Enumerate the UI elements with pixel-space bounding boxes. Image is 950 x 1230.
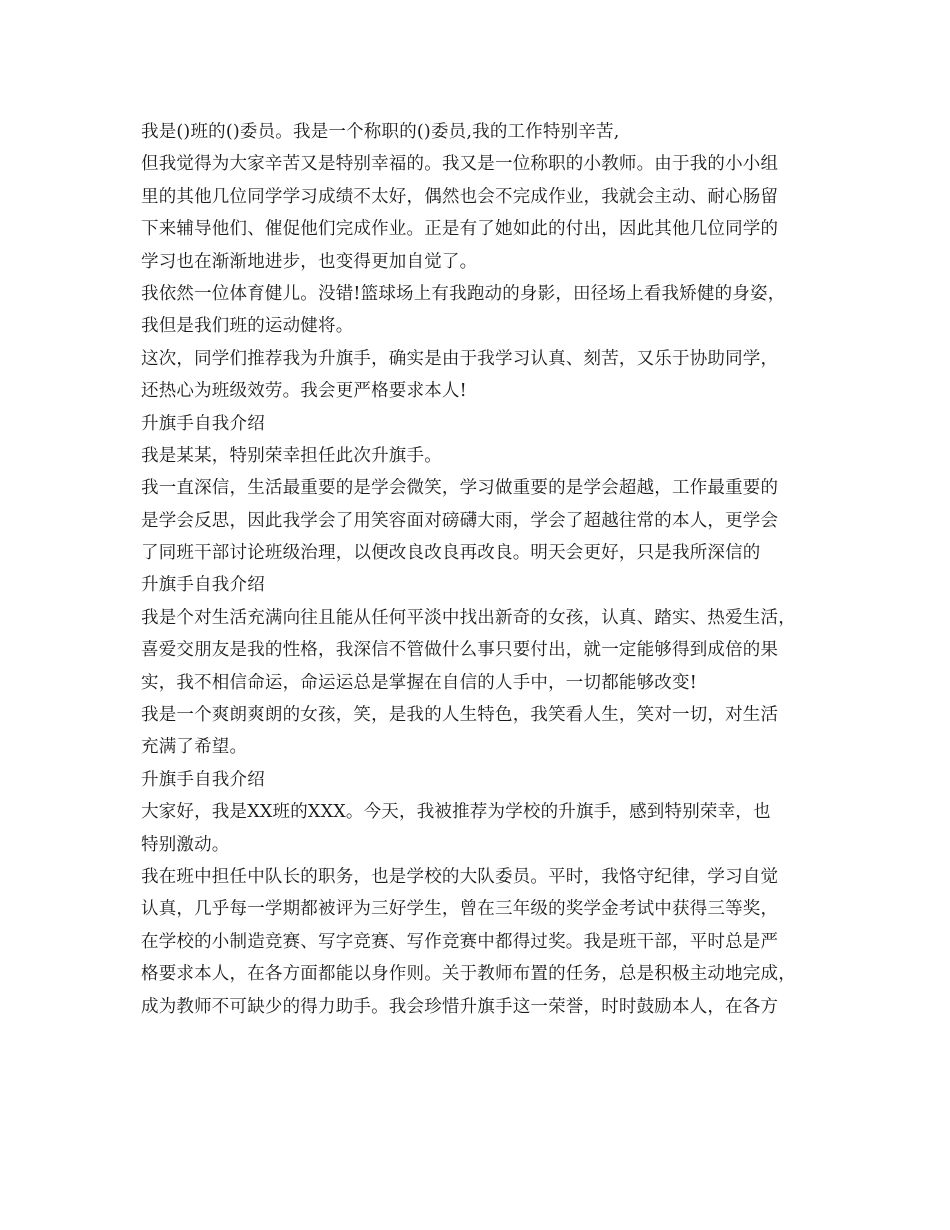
text-line: 但我觉得为大家辛苦又是特别幸福的。我又是一位称职的小教师。由于我的小小组 [141, 154, 779, 175]
text-line: 我是个对生活充满向往且能从任何平淡中找出新奇的女孩，认真、踏实、热爱生活， [141, 607, 796, 628]
text-line: 我在班中担任中队长的职务，也是学校的大队委员。平时，我恪守纪律，学习自觉 [141, 866, 779, 887]
section-heading: 升旗手自我介绍 [141, 769, 265, 790]
text-line: 还热心为班级效劳。我会更严格要求本人! [141, 381, 467, 402]
text-line: 格要求本人，在各方面都能以身作则。关于教师布置的任务，总是积极主动地完成， [141, 964, 796, 985]
text-line: 成为教师不可缺少的得力助手。我会珍惜升旗手这一荣誉，时时鼓励本人，在各方 [141, 996, 779, 1017]
section-heading: 升旗手自我介绍 [141, 413, 265, 434]
text-line: 是学会反思，因此我学会了用笑容面对磅礴大雨，学会了超越往常的本人，更学会 [141, 510, 779, 531]
text-line: 下来辅导他们、催促他们完成作业。正是有了她如此的付出，因此其他几位同学的 [141, 219, 779, 240]
document-body [141, 116, 831, 1023]
text-line: 实，我不相信命运，命运运总是掌握在自信的人手中，一切都能够改变! [141, 672, 697, 693]
text-line: 我一直深信，生活最重要的是学会微笑，学习做重要的是学会超越，工作最重要的 [141, 478, 779, 499]
text-line: 这次，同学们推荐我为升旗手，确实是由于我学习认真、刻苦，又乐于协助同学， [141, 348, 779, 369]
text-line: 我依然一位体育健儿。没错!篮球场上有我跑动的身影，田径场上看我矫健的身姿， [141, 283, 786, 304]
text-line: 我是一个爽朗爽朗的女孩，笑，是我的人生特色，我笑看人生，笑对一切，对生活 [141, 705, 779, 726]
text-line: 充满了希望。 [141, 737, 248, 758]
text-line: 我是某某，特别荣幸担任此次升旗手。 [141, 445, 442, 466]
text-line: 里的其他几位同学学习成绩不太好，偶然也会不完成作业，我就会主动、耐心肠留 [141, 186, 779, 207]
text-line: 大家好，我是XX班的XXX。今天，我被推荐为学校的升旗手，感到特别荣幸，也 [141, 802, 771, 823]
text-line: 学习也在渐渐地进步，也变得更加自觉了。 [141, 251, 478, 272]
text-line: 认真，几乎每一学期都被评为三好学生，曾在三年级的奖学金考试中获得三等奖， [141, 899, 779, 920]
section-heading: 升旗手自我介绍 [141, 575, 265, 596]
text-line: 了同班干部讨论班级治理，以便改良改良再改良。明天会更好，只是我所深信的 [141, 543, 761, 564]
text-line: 喜爱交朋友是我的性格，我深信不管做什么事只要付出，就一定能够得到成倍的果 [141, 640, 779, 661]
text-line: 在学校的小制造竞赛、写字竞赛、写作竞赛中都得过奖。我是班干部，平时总是严 [141, 931, 779, 952]
text-line: 特别激动。 [141, 834, 230, 855]
text-line: 我但是我们班的运动健将。 [141, 316, 354, 337]
text-line: 我是()班的()委员。我是一个称职的()委员,我的工作特别辛苦, [141, 122, 620, 142]
